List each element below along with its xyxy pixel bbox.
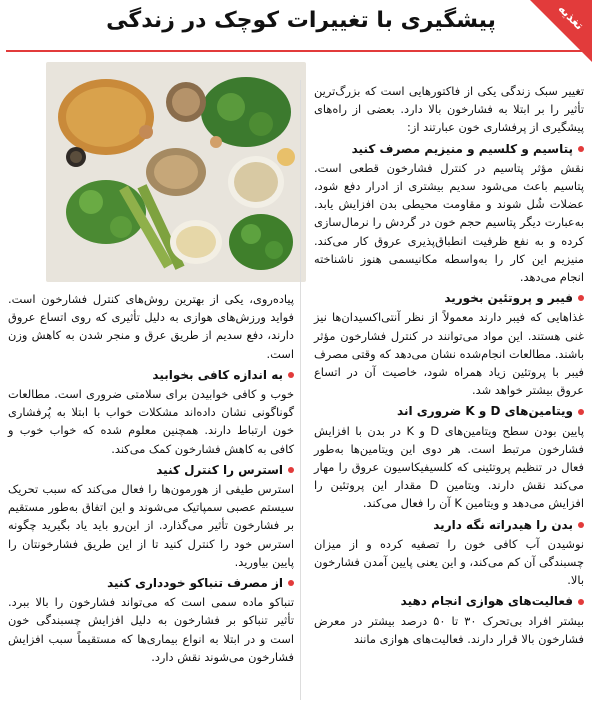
headline: پیشگیری با تغییرات کوچک در زندگی <box>106 8 496 33</box>
section-corner-tag <box>530 0 592 62</box>
bullet-icon <box>578 146 584 152</box>
paragraph-stress: استرس طیفی از هورمون‌ها را فعال می‌کند که سبب تحریک سیستم عصبی سمپاتیک می‌شوند و این اتفاق به‌طور مستقیم بر فشارخون تأثیر می‌گذارد. از این‌رو باید یاد بگیرید چگونه استرس خود را کنترل کنید تا از این طریق فشارخونتان را پایین بیاورید. <box>8 482 294 569</box>
paragraph-aerobic: بیشتر افراد بی‌تحرک ۳۰ تا ۵۰ درصد بیشتر در معرض فشارخون بالا قرار دارند. فعالیت‌های هوازی مانند <box>314 613 584 646</box>
paragraph-minerals: نقش مؤثر پتاسیم در کنترل فشارخون قطعی است. پتاسیم باعث می‌شود سدیم بیشتری از ادرار دفع شود، عضلات شُل شوند و مقاومت محیطی بدن افزایش یابد. به‌عبارت دیگر پتاسیم حجم خون در گردش را نرمال‌سازی کرده و به نفع ظرفیت انطباق‌پذیری عروق کار می‌کند. منیزیم این کار را به‌واسطه مکانیسمی هنوز ناشناخته انجام می‌دهد. <box>314 160 584 285</box>
subheading-hydration: بدن را هیدراته نگه دارید <box>314 516 584 534</box>
paragraph-tobacco: تنباکو ماده سمی است که می‌تواند فشارخون را بالا ببرد. تأثیر تنباکو بر فشارخون به دلیل افزایش چسبندگی خون است و در ابتلا به انواع بیماری‌ها که مستقیماً سبب افزایش فشارخون می‌شوند نقش دارد. <box>8 595 294 664</box>
paragraph-walking: پیاده‌روی، یکی از بهترین روش‌های کنترل فشارخون است. فواید ورزش‌های هوازی به دلیل تأثیری که روی اتساع عروق دارند، دفع سدیم از طریق عرق و منجر شدن به کاهش وزن است. <box>8 292 294 361</box>
article-column-right <box>314 82 584 648</box>
paragraph-vitamins: پایین بودن سطح ویتامین‌های D و K در بدن با افزایش فشارخون مرتبط است. هر دوی این ویتامین‌ها به‌طور فعال در تنظیم پروتئینی که کلسیفیکاسیون عروق را مهار می‌کند نقش دارند. ویتامین D مقدار این پروتئین را افزایش می‌دهد و ویتامین K آن را فعال می‌کند. <box>314 423 584 511</box>
bullet-icon <box>578 522 584 528</box>
bullet-icon <box>578 599 584 605</box>
bullet-icon <box>578 295 584 301</box>
bullet-icon <box>288 372 294 378</box>
subheading-vitamins: ویتامین‌های D و K ضروری اند <box>314 402 584 420</box>
paragraph-fiber-protein: غذاهایی که فیبر دارند معمولاً از نظر آنتی‌اکسیدان‌ها نیز غنی هستند. این مواد می‌توانند در کنترل فشارخون مؤثر باشند. مطالعات انجام‌شده نشان می‌دهد که وقتی مصرف فیبر با پروتئین زیاد همراه شود، خاصیت آن در اتساع عروق بیشتر خواهد شد. <box>314 310 584 398</box>
bullet-icon <box>288 580 294 586</box>
column-divider <box>300 80 301 700</box>
article-column-left <box>8 290 294 666</box>
subheading-tobacco: از مصرف تنباکو خودداری کنید <box>8 574 294 592</box>
headline-rule <box>6 50 586 52</box>
subheading-stress: استرس را کنترل کنید <box>8 461 294 479</box>
paragraph-sleep: خوب و کافی خوابیدن برای سلامتی ضروری است. مطالعات گوناگونی نشان داده‌اند مشکلات خواب با ابتلا به پُرفشاری خون ارتباط دارند. همچنین معلوم شده که خواب خوب و کافی به کاهش فشارخون کمک می‌کند. <box>8 387 294 456</box>
subheading-sleep: به اندازه کافی بخوابید <box>8 366 294 384</box>
subheading-fiber-protein: فیبر و پروتئین بخورید <box>314 289 584 307</box>
intro-paragraph: تغییر سبک زندگی یکی از فاکتورهایی است که بزرگ‌ترین تأثیر را بر ابتلا به فشارخون بالا دارد. بعضی از راه‌های پیشگیری از پرفشاری خون عبارتند از: <box>314 84 584 135</box>
section-label: تغذیه <box>555 1 587 33</box>
healthy-food-photo <box>46 62 306 282</box>
subheading-aerobic: فعالیت‌های هوازی انجام دهید <box>314 592 584 610</box>
paragraph-hydration: نوشیدن آب کافی خون را تصفیه کرده و از میزان چسبندگی آن کم می‌کند، و این یعنی پایین آمدن فشارخون بالا. <box>314 536 584 588</box>
bullet-icon <box>288 467 294 473</box>
bullet-icon <box>578 409 584 415</box>
subheading-minerals: پتاسیم و کلسیم و منیزیم مصرف کنید <box>314 140 584 158</box>
